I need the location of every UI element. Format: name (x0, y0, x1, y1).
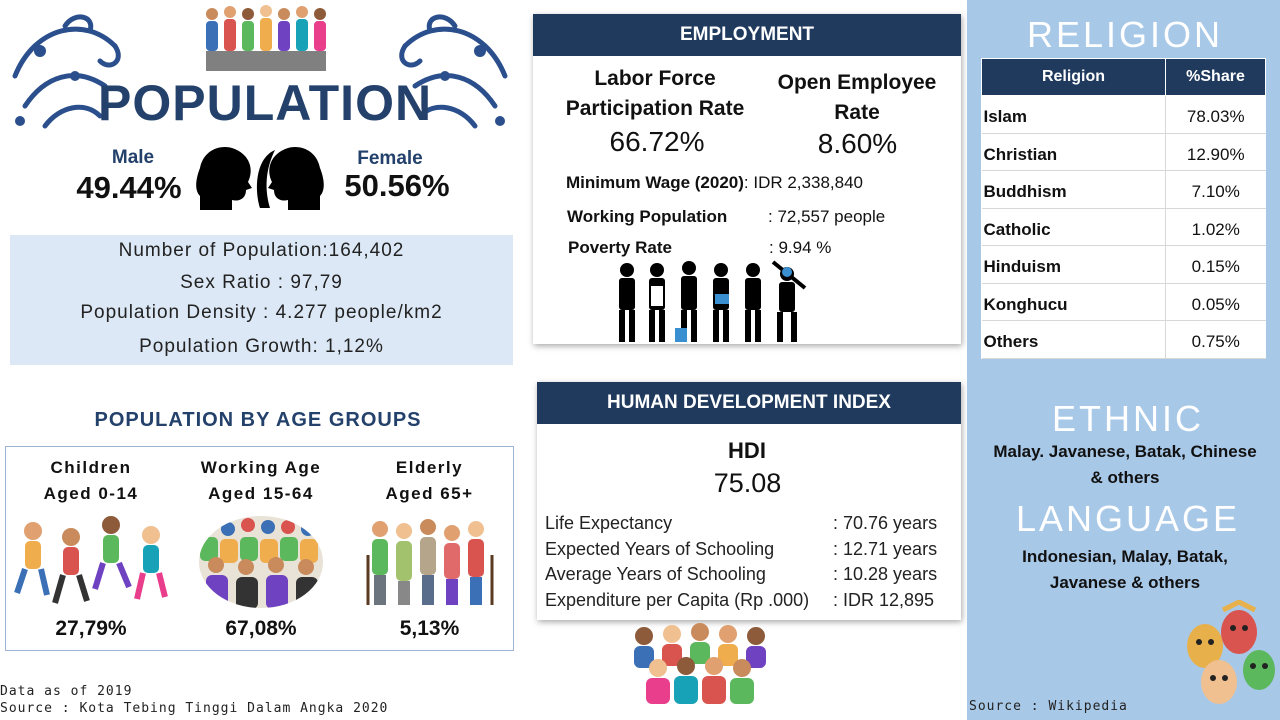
crowd-circle-icon (198, 515, 324, 609)
heads-icon (190, 138, 330, 212)
population-count: Number of Population:164,402 (118, 240, 405, 261)
workers-icon (605, 258, 815, 344)
table-row (982, 208, 1266, 246)
minimum-wage-row (566, 173, 863, 193)
language-text-line2: Javanese & others (1049, 573, 1201, 592)
language-text (990, 544, 1260, 596)
population-growth: Population Growth: 1,12% (139, 336, 384, 357)
age-groups-box (5, 446, 514, 651)
footer-source-left (0, 683, 388, 717)
age-group-line2: Aged 0-14 (43, 484, 139, 503)
life-expectancy-value: : 70.76 years (833, 513, 938, 533)
minimum-wage-label: Minimum Wage (2020) (566, 173, 744, 192)
life-expectancy-label: Life Expectancy (545, 513, 673, 533)
table-row (982, 96, 1266, 134)
average-schooling-label: Average Years of Schooling (545, 564, 766, 584)
employment-title: EMPLOYMENT (533, 14, 961, 56)
ethnic-text-line1: Malay. Javanese, Batak, Chinese (993, 442, 1257, 461)
age-group-line2: Aged 15-64 (208, 484, 314, 503)
working-population-label: Working Population (567, 207, 728, 226)
religion-share: 78.03% (1166, 96, 1266, 134)
age-groups-title: POPULATION BY AGE GROUPS (94, 409, 422, 431)
crowd-cartoon-icon (628, 622, 773, 704)
male-label: Male (111, 147, 155, 168)
crowd-icon (200, 2, 340, 74)
religion-name: Buddhism (982, 171, 1166, 209)
age-group-value: 67,08% (225, 617, 297, 640)
masks-icon (1183, 600, 1278, 710)
religion-column-header: Religion (982, 59, 1166, 96)
poverty-rate-label: Poverty Rate (568, 238, 672, 257)
share-column-header: %Share (1166, 59, 1266, 96)
age-group-elderly (346, 447, 513, 650)
data-source: Source : Kota Tebing Tinggi Dalam Angka 2020 (0, 701, 389, 716)
female-label: Female (357, 148, 423, 169)
religion-name: Christian (982, 133, 1166, 171)
table-row (982, 283, 1266, 321)
population-title: POPULATION (98, 75, 433, 131)
hdi-label: HDI (728, 438, 766, 463)
minimum-wage-value: : IDR 2,338,840 (743, 173, 863, 192)
sex-ratio: Sex Ratio : 97,79 (180, 272, 343, 293)
religion-name: Islam (982, 96, 1166, 134)
population-stats-box (10, 235, 513, 365)
age-group-working (176, 447, 346, 650)
table-row (982, 321, 1266, 359)
hdi-value: 75.08 (713, 468, 782, 498)
age-group-line1: Working Age (200, 458, 322, 477)
data-date: Data as of 2019 (0, 684, 133, 699)
ethnic-text-line2: & others (1090, 468, 1160, 487)
lfpr-label-line1: Labor Force (594, 67, 716, 90)
table-row (982, 246, 1266, 284)
language-text-line1: Indonesian, Malay, Batak, (1022, 547, 1228, 566)
age-group-children (6, 447, 176, 650)
age-group-value: 5,13% (399, 617, 460, 640)
elderly-group-icon (366, 515, 506, 607)
religion-name: Konghucu (982, 283, 1166, 321)
religion-share: 12.90% (1166, 133, 1266, 171)
expected-schooling-value: : 12.71 years (833, 539, 938, 559)
age-group-value: 27,79% (55, 617, 127, 640)
ethnic-text (975, 439, 1275, 491)
religion-title: RELIGION (1026, 14, 1224, 55)
population-density: Population Density : 4.277 people/km2 (80, 302, 443, 323)
average-schooling-value: : 10.28 years (833, 564, 938, 584)
table-row (982, 133, 1266, 171)
expenditure-value: : IDR 12,895 (833, 590, 935, 610)
lfpr-value: 66.72% (609, 126, 705, 157)
table-header-row (982, 59, 1266, 96)
religion-table (981, 58, 1266, 359)
religion-name: Hinduism (982, 246, 1166, 284)
religion-name: Others (982, 321, 1166, 359)
oer-value: 8.60% (817, 128, 898, 159)
female-value: 50.56% (344, 168, 450, 203)
oer-label-line1: Open Employee (777, 71, 937, 94)
age-group-line1: Children (50, 458, 132, 477)
religion-share: 0.15% (1166, 246, 1266, 284)
religion-share: 0.05% (1166, 283, 1266, 321)
oer-label-line2: Rate (834, 101, 880, 124)
religion-share: 7.10% (1166, 171, 1266, 209)
working-population-row (567, 207, 727, 227)
poverty-rate-value: : 9.94 % (769, 238, 832, 257)
working-population-value: : 72,557 people (768, 207, 886, 226)
age-group-line2: Aged 65+ (385, 484, 474, 503)
expenditure-label: Expenditure per Capita (Rp .000) (545, 590, 810, 610)
language-title: LANGUAGE (1015, 498, 1241, 539)
oer-label (765, 68, 949, 128)
footer-source-right: Source : Wikipedia (969, 699, 1128, 714)
table-row (982, 171, 1266, 209)
expected-schooling-label: Expected Years of Schooling (545, 539, 775, 559)
male-value: 49.44% (76, 170, 182, 205)
hdi-title: HUMAN DEVELOPMENT INDEX (537, 382, 961, 424)
religion-share: 1.02% (1166, 208, 1266, 246)
lfpr-label (558, 64, 752, 124)
age-group-line1: Elderly (395, 458, 464, 477)
children-jumping-icon (11, 513, 171, 609)
ethnic-title: ETHNIC (1052, 398, 1204, 439)
poverty-rate-row (568, 238, 672, 258)
religion-share: 0.75% (1166, 321, 1266, 359)
lfpr-label-line2: Participation Rate (565, 97, 745, 120)
religion-name: Catholic (982, 208, 1166, 246)
